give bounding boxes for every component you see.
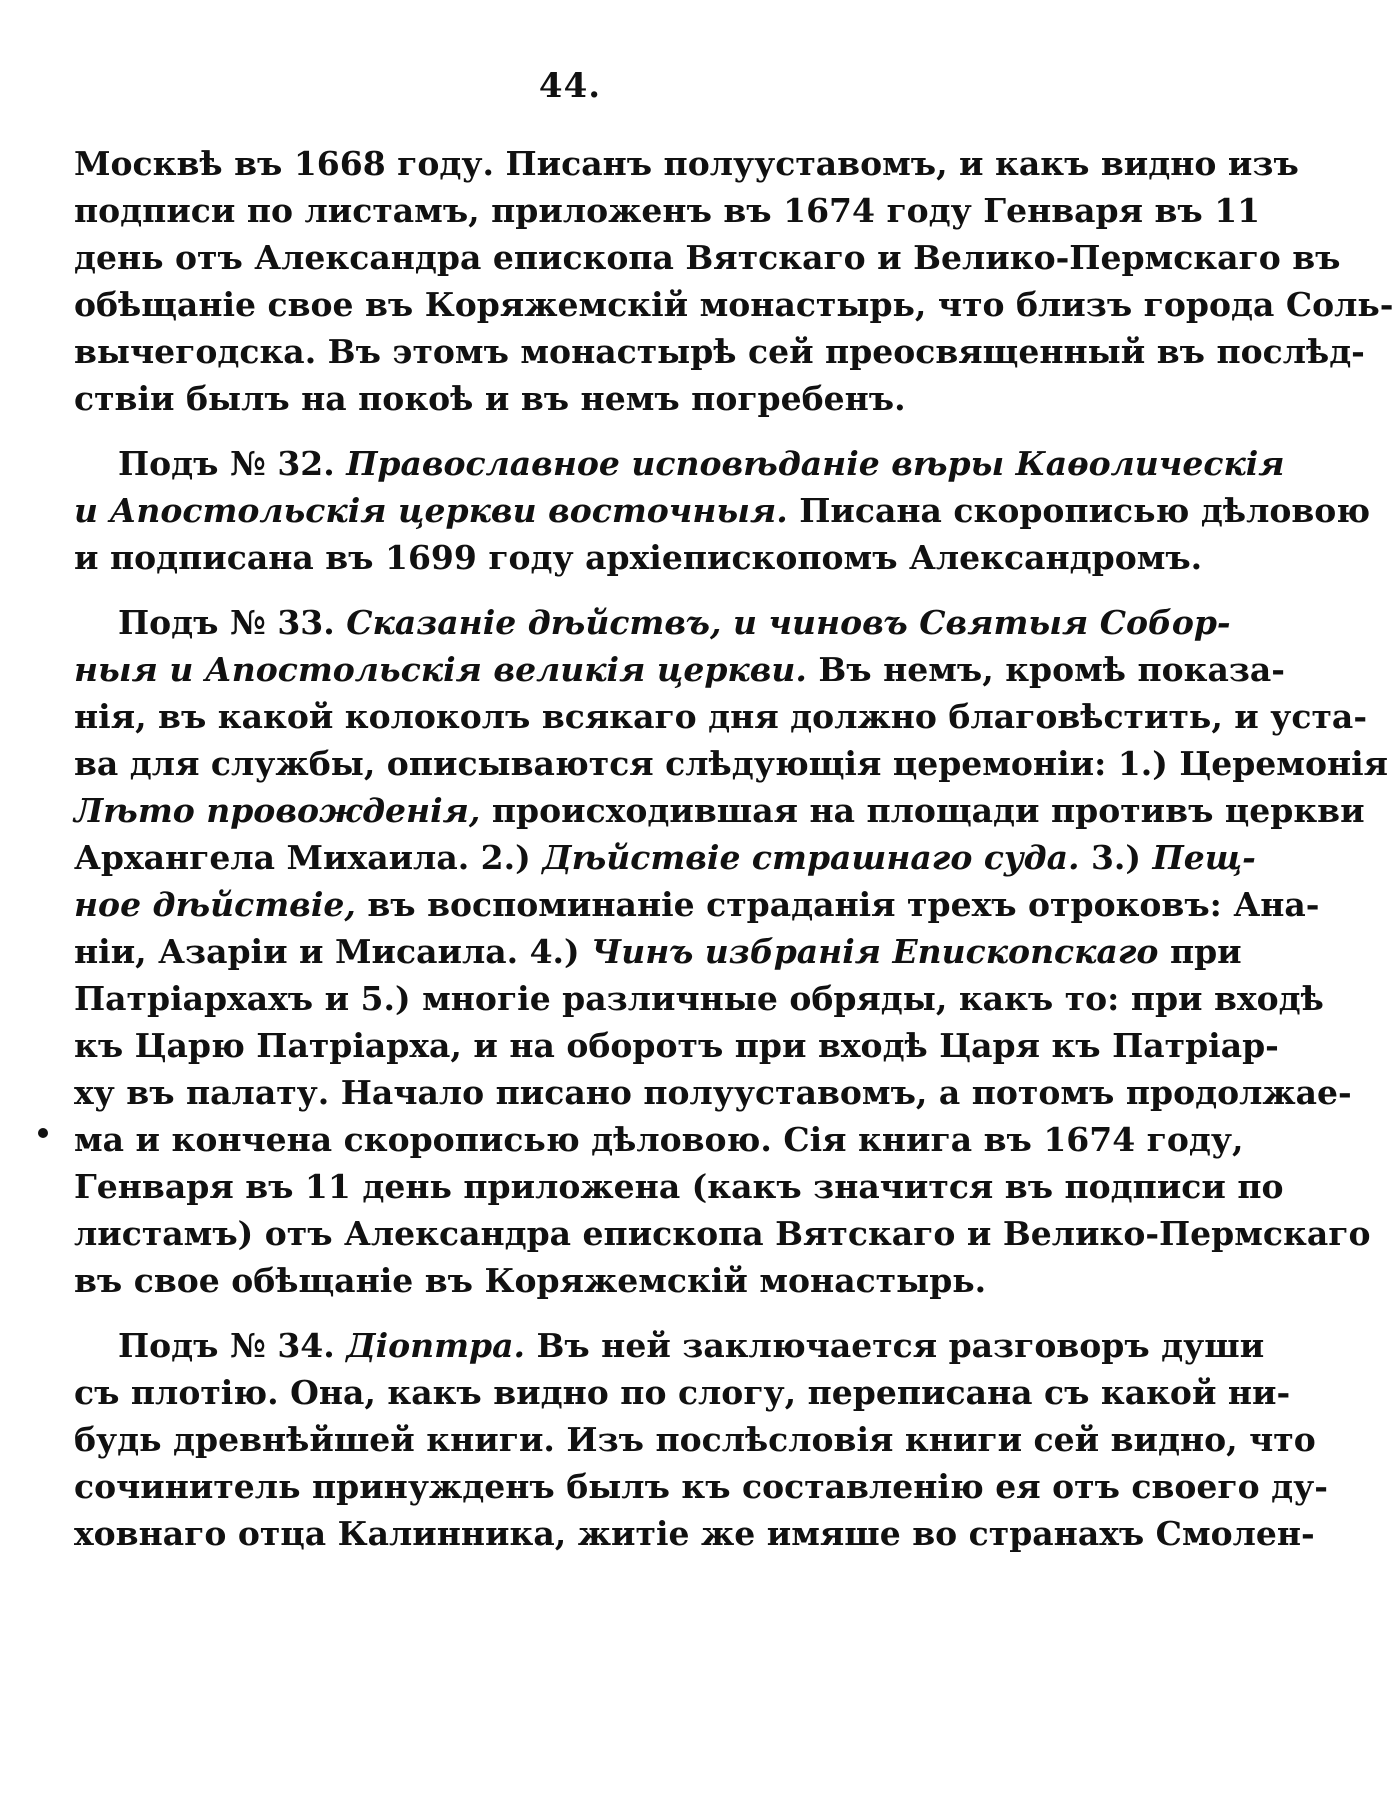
text-line xyxy=(74,440,1285,487)
text-run: ніи, Азаріи и Мисаила. 4.) xyxy=(74,932,592,971)
text-line: будь древнѣйшей книги. Изъ послѣсловія книги сей видно, что xyxy=(74,1420,1316,1459)
text-line xyxy=(74,881,1320,928)
text-line: ва для службы, описываются слѣдующія церемоніи: 1.) Церемонія xyxy=(74,744,1389,783)
text-line: вычегодска. Въ этомъ монастырѣ сей преосвященный въ послѣд- xyxy=(74,332,1365,371)
item-title: и Апостольскія церкви восточныя. xyxy=(74,491,788,530)
text-line: Патріархахъ и 5.) многіе различные обряды, какъ то: при входѣ xyxy=(74,979,1324,1018)
text-line: обѣщаніе свое въ Коряжемскій монастырь, что близъ города Соль- xyxy=(74,285,1393,324)
item-title: ныя и Апостольскія великія церкви. xyxy=(74,650,807,689)
text-line: подписи по листамъ, приложенъ въ 1674 году Генваря въ 11 xyxy=(74,191,1261,230)
text-line: съ плотію. Она, какъ видно по слогу, переписана съ какой ни- xyxy=(74,1373,1291,1412)
text-line xyxy=(74,487,1371,534)
ceremony-title: ное дѣйствіе, xyxy=(74,885,356,924)
text-run: при xyxy=(1158,932,1242,971)
paragraph-1 xyxy=(74,140,1393,422)
text-run: Въ немъ, кромѣ показа- xyxy=(806,650,1286,689)
paragraph-item-34 xyxy=(74,1322,1328,1557)
text-run: 3.) xyxy=(1079,838,1153,877)
ceremony-title: Лѣто провожденія, xyxy=(74,791,481,830)
text-line: ху въ палату. Начало писано полууставомъ, а потомъ продолжае- xyxy=(74,1073,1352,1112)
text-line: къ Царю Патріарха, и на оборотъ при входѣ Царя къ Патріар- xyxy=(74,1026,1279,1065)
margin-dot-icon xyxy=(38,1128,48,1138)
ceremony-title: Пещ- xyxy=(1152,838,1256,877)
text-line xyxy=(74,1322,1265,1369)
page-number: 44. xyxy=(538,66,602,106)
text-line: и подписана въ 1699 году архіепископомъ Александромъ. xyxy=(74,538,1203,577)
text-line: Москвѣ въ 1668 году. Писанъ полууставомъ, и какъ видно изъ xyxy=(74,144,1299,183)
item-title: Діоптра. xyxy=(346,1326,525,1365)
paragraph-item-33 xyxy=(74,599,1389,1304)
text-line: Генваря въ 11 день приложена (какъ значится въ подписи по xyxy=(74,1167,1284,1206)
text-line: ма и кончена скорописью дѣловою. Сія книга въ 1674 году, xyxy=(74,1120,1244,1159)
text-line xyxy=(74,834,1256,881)
text-run: происходившая на площади противъ церкви xyxy=(480,791,1365,830)
item-title: Сказаніе дѣйствъ, и чиновъ Святыя Собор- xyxy=(346,603,1231,642)
text-line xyxy=(74,928,1242,975)
text-body xyxy=(74,140,1393,1575)
text-line: день отъ Александра епископа Вятскаго и Велико-Пермскаго въ xyxy=(74,238,1341,277)
ceremony-title: Дѣйствіе страшнаго суда. xyxy=(542,838,1080,877)
item-number: Подъ № 34. xyxy=(118,1326,347,1365)
text-run: Въ ней заключается разговоръ души xyxy=(524,1326,1265,1365)
text-line xyxy=(74,787,1365,834)
item-number: Подъ № 32. xyxy=(118,444,347,483)
text-run: Архангела Михаила. 2.) xyxy=(74,838,543,877)
text-line: нія, въ какой колоколъ всякаго дня должно благовѣстить, и уста- xyxy=(74,697,1368,736)
text-run: въ воспоминаніе страданія трехъ отроковъ: Ана- xyxy=(355,885,1320,924)
text-line: сочинитель принужденъ былъ къ составленію ея отъ своего ду- xyxy=(74,1467,1328,1506)
text-line xyxy=(74,646,1286,693)
ceremony-title: Чинъ избранія Епископскаго xyxy=(591,932,1159,971)
text-line: листамъ) отъ Александра епископа Вятскаго и Велико-Пермскаго xyxy=(74,1214,1371,1253)
text-line: ствіи былъ на покоѣ и въ немъ погребенъ. xyxy=(74,379,906,418)
text-line: въ свое обѣщаніе въ Коряжемскій монастырь. xyxy=(74,1261,987,1300)
text-line: ховнаго отца Калинника, житіе же имяше во странахъ Смолен- xyxy=(74,1514,1315,1553)
text-run: Писана скорописью дѣловою xyxy=(787,491,1371,530)
paragraph-item-32 xyxy=(74,440,1371,581)
item-number: Подъ № 33. xyxy=(118,603,347,642)
item-title: Православное исповѣданіе вѣры Каѳолическія xyxy=(346,444,1285,483)
text-line xyxy=(74,599,1231,646)
